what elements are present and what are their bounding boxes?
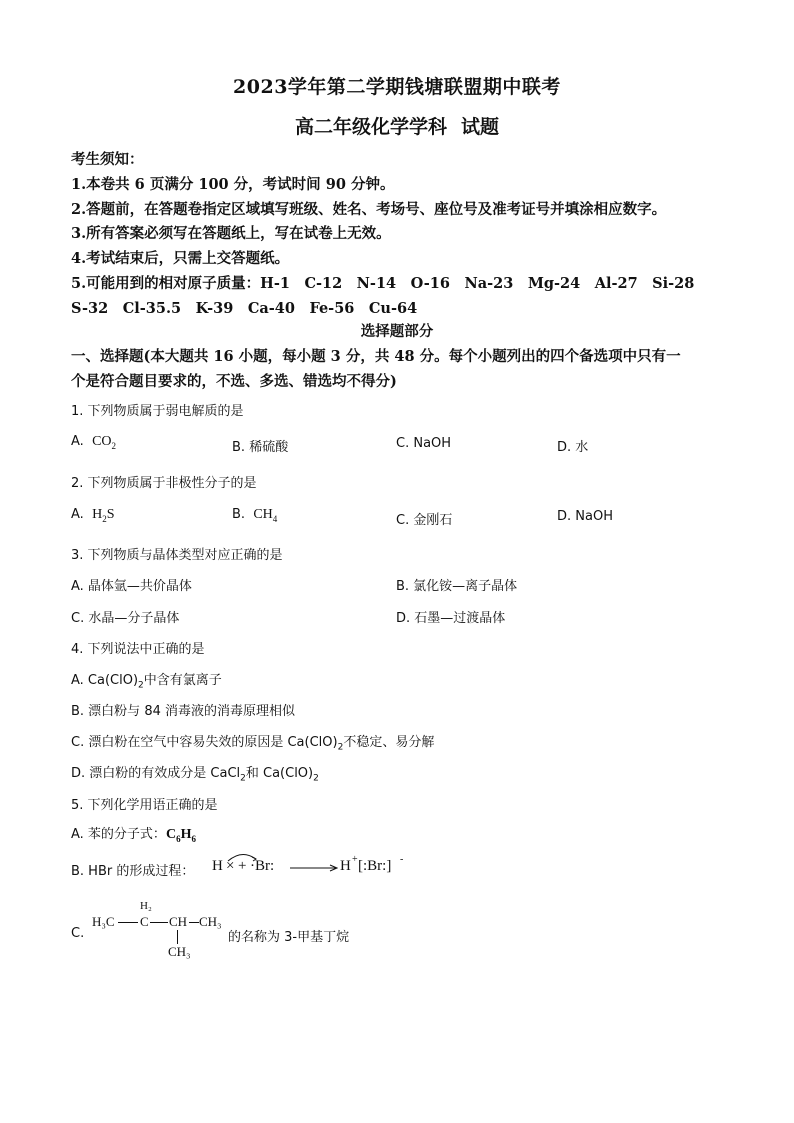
subject-label: 高二年级化学学科 [294,116,447,138]
bond-line [189,922,199,923]
formula-sub: 2 [313,773,319,784]
formula-h2s [92,507,114,522]
q5-option-a [71,823,196,844]
q1-stem: 1. 下列物质属于弱电解质的是 [71,404,244,419]
atom-h2: H₂ [140,900,152,912]
hbr-br-atom: ·Br: [250,858,275,874]
notice-item-4: 4.考试结束后，只需上交答题纸。 [71,250,290,267]
option-label: B. [232,507,246,522]
formula-text: CH [253,507,273,522]
option-text: B. HBr 的形成过程： [71,864,195,879]
formula-sub: 6 [176,833,181,844]
q1-option-a [71,434,116,451]
formula-sub: 4 [272,513,278,524]
hbr-product-minus: - [400,854,404,865]
q4-stem: 4. 下列说法中正确的是 [71,642,205,657]
formula-sub: 2 [102,513,107,524]
option-text: 和 Ca(ClO) [245,766,314,781]
atom-ch: CH [169,914,188,929]
q2-option-d [557,509,613,524]
option-text: A. 苯的分子式： [71,827,166,842]
notice-item-5-cont: S-32 Cl-35.5 K-39 Ca-40 Fe-56 Cu-64 [71,300,418,317]
bond-line [150,922,168,923]
option-text: A. Ca(ClO) [71,673,139,688]
reaction-arrow-icon [290,864,338,872]
exam-title: 2023学年第二学期钱塘联盟期中联考 [233,76,561,98]
option-text: 不稳定、易分解 [343,735,435,750]
option-text: NaOH [575,509,613,524]
notice-heading: 考生须知： [71,151,144,168]
electron-transfer-arrow-icon [226,852,260,862]
formula-sub: 6 [191,833,196,844]
section-title: 选择题部分 [360,323,434,340]
q4-option-d [71,762,319,784]
paper-label: 试题 [461,116,500,138]
hbr-product-br: [:Br:] [358,858,392,874]
option-text: 金刚石 [413,513,453,528]
notice-item-5: 5.可能用到的相对原子质量：H-1 C-12 N-14 O-16 Na-23 Mg-24 Al-27 Si-28 [71,275,695,292]
formula-co2 [92,434,116,449]
section-intro-line2: 个是符合题目要求的，不选、多选、错选均不得分) [71,373,397,390]
option-label: C. [396,513,410,528]
q2-option-c [396,509,452,528]
bond-line [118,922,138,923]
q5-option-b [71,860,194,879]
bond-line [177,930,178,944]
q5-stem: 5. 下列化学用语正确的是 [71,798,218,813]
formula-text: H [180,827,192,842]
option-label: B. [232,440,246,455]
section-intro-line1: 一、选择题(本大题共 16 小题，每小题 3 分，共 48 分。每个小题列出的四个备选项中只有一 [71,348,681,365]
exam-subtitle [0,112,794,139]
hbr-formation-diagram [212,852,412,882]
formula-c6h6 [166,827,196,842]
q1-option-b [232,436,288,455]
option-label: D. [557,440,572,455]
hbr-product-h: H [340,858,351,874]
formula-sub: 2 [111,440,117,451]
option-label: D. [557,509,572,524]
q5-option-c-label: C. [71,926,85,941]
option-label: C. [396,436,410,451]
notice-item-1: 1.本卷共 6 页满分 100 分，考试时间 90 分钟。 [71,176,395,193]
option-text: 稀硫酸 [249,440,289,455]
notice-item-3: 3.所有答案必须写在答题纸上，写在试卷上无效。 [71,225,391,242]
atom-h3c: H₃C [92,914,115,929]
q3-stem: 3. 下列物质与晶体类型对应正确的是 [71,548,283,563]
hbr-h-atom: H [212,858,223,874]
option-text: 水 [575,440,589,455]
hbr-plus: + [238,858,247,874]
q3-option-a: A. 晶体氩—共价晶体 [71,579,192,594]
hbr-product-plus: + [352,854,358,865]
atom-c: C [140,914,149,929]
formula-text: C [165,827,177,842]
atom-ch3: CH₃ [199,914,222,929]
formula-text: H [92,507,103,522]
q5-option-c-text: 的名称为 3-甲基丁烷 [228,930,350,945]
q2-option-b [232,507,277,524]
q2-option-a [71,507,114,524]
q3-option-b: B. 氯化铵—离子晶体 [396,579,518,594]
formula-sub: 2 [240,773,246,784]
q4-option-c [71,731,434,753]
option-text: NaOH [413,436,452,451]
atom-ch3-bottom: CH₃ [168,944,191,959]
q2-stem: 2. 下列物质属于非极性分子的是 [71,476,257,491]
option-text: 中含有氯离子 [143,673,222,688]
hbr-x-electron: × [226,858,235,874]
option-label: A. [71,507,84,522]
formula-ch4 [253,507,277,522]
option-text: C. 漂白粉在空气中容易失效的原因是 Ca(ClO) [71,735,338,750]
q1-option-c [396,436,451,451]
notice-item-2: 2.答题前，在答题卷指定区域填写班级、姓名、考场号、座位号及准考证号并填涂相应数字。 [71,201,667,218]
formula-text: S [106,507,115,522]
q1-option-d [557,436,588,455]
q3-option-d: D. 石墨—过渡晶体 [396,611,506,626]
formula-sub: 2 [138,680,144,691]
formula-text: CO [92,434,112,449]
option-label: A. [71,434,84,449]
formula-sub: 2 [337,742,344,753]
structural-formula [92,898,242,962]
q3-option-c: C. 水晶—分子晶体 [71,611,180,626]
option-text: D. 漂白粉的有效成分是 CaCl [71,766,241,781]
q4-option-b: B. 漂白粉与 84 消毒液的消毒原理相似 [71,704,295,719]
q4-option-a [71,669,222,691]
